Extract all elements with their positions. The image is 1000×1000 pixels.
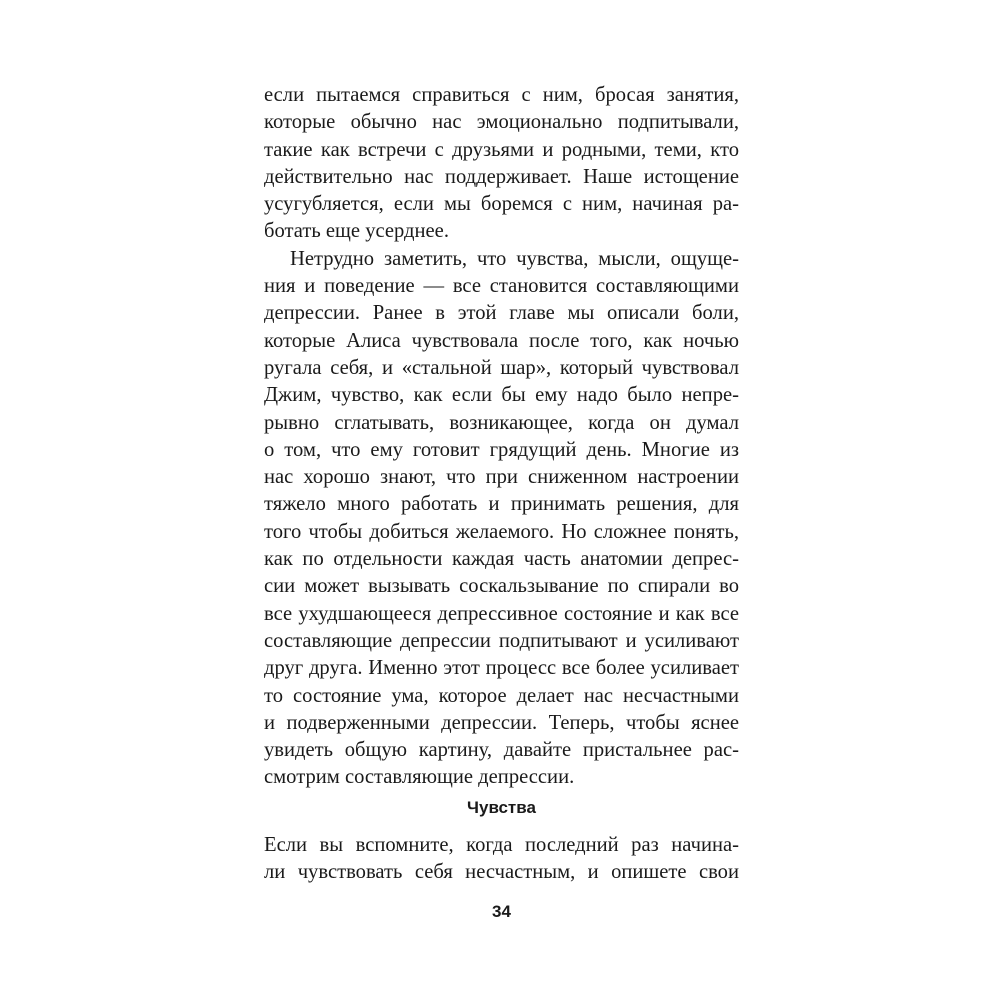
paragraph — [264, 82, 739, 246]
text-line: которые Алиса чувствовала после того, как ночью — [264, 329, 739, 352]
text-line: если пытаемся справиться с ним, бросая занятия, — [264, 84, 739, 106]
text-line: ли чувствовать себя несчастным, и опишете свои — [264, 861, 739, 884]
text-line: все ухудшающееся депрессивное состояние и как все — [264, 602, 739, 625]
text-line: и подверженными депрессии. Теперь, чтобы яснее — [264, 711, 739, 734]
text-line: рывно сглатывать, возникающее, когда он думал — [264, 411, 739, 434]
text-line: смотрим составляющие депрессии. — [264, 766, 575, 789]
text-line: действительно нас поддерживает. Наше истощение — [264, 165, 739, 188]
text-line: тяжело много работать и принимать решения, для — [264, 493, 739, 516]
text-line: Нетрудно заметить, что чувства, мысли, ощуще- — [290, 247, 739, 270]
text-line: такие как встречи с друзьями и родными, теми, кто — [264, 138, 739, 161]
text-line: Если вы вспомните, когда последний раз начина- — [264, 834, 739, 856]
page-number: 34 — [492, 902, 511, 921]
text-line: нас хорошо знают, что при сниженном настроении — [264, 466, 739, 489]
text-line: ботать еще усерднее. — [264, 220, 449, 243]
text-line: то состояние ума, которое делает нас несчастными — [264, 684, 739, 707]
text-line: сии может вызывать соскальзывание по спирали во — [264, 575, 739, 598]
main-text-block — [264, 82, 739, 792]
paragraph — [264, 246, 739, 792]
text-line: друг друга. Именно этот процесс все более усиливает — [264, 657, 739, 680]
text-line: Джим, чувство, как если бы ему надо было непре- — [264, 384, 739, 407]
text-line: усугубляется, если мы боремся с ним, начиная ра- — [264, 193, 739, 216]
text-line: о том, что ему готовит грядущий день. Многие из — [264, 438, 739, 461]
text-line: которые обычно нас эмоционально подпитывали, — [264, 111, 739, 134]
text-line: того чтобы добиться желаемого. Но сложнее понять, — [264, 520, 739, 543]
text-line: ругала себя, и «стальной шар», который чувствовал — [264, 356, 739, 379]
paragraph — [264, 832, 739, 887]
text-line: составляющие депрессии подпитывают и усиливают — [264, 629, 739, 652]
section-heading: Чувства — [467, 798, 536, 817]
text-line: как по отдельности каждая часть анатомии депрес- — [264, 548, 739, 571]
text-line: ния и поведение — все становится составляющими — [264, 275, 739, 298]
text-line: депрессии. Ранее в этой главе мы описали боли, — [264, 302, 739, 325]
text-line: увидеть общую картину, давайте пристальнее рас- — [264, 739, 739, 762]
